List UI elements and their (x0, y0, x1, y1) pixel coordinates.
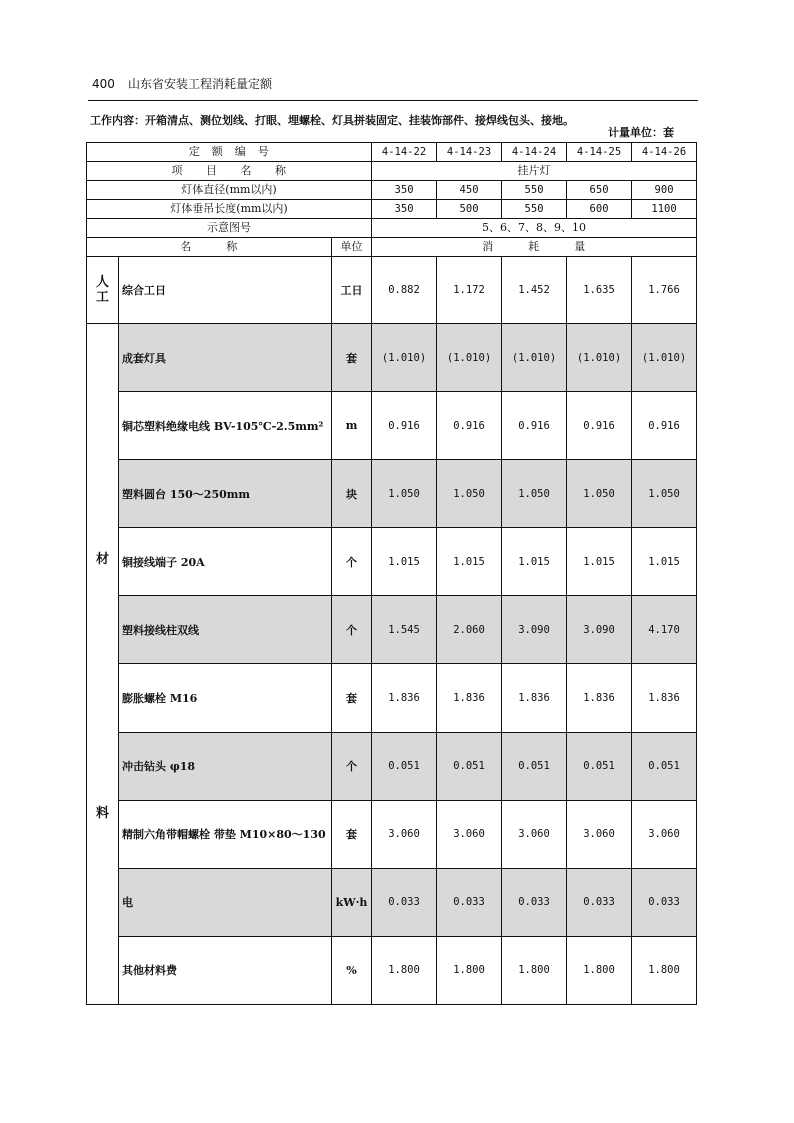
value-cell: 1.015 (632, 528, 697, 596)
row-name: 塑料圆台 150～250mm (119, 460, 332, 528)
row-name: 其他材料费 (119, 936, 332, 1004)
row-unit: kW·h (332, 868, 372, 936)
value-cell: 0.916 (372, 392, 437, 460)
value-cell: 1.015 (372, 528, 437, 596)
value-cell: 3.090 (567, 596, 632, 664)
length-cell: 600 (567, 200, 632, 219)
category-labor-label: 人 工 (95, 275, 109, 305)
material-row (87, 936, 697, 1004)
value-cell: 0.916 (567, 392, 632, 460)
value-cell: 3.060 (502, 800, 567, 868)
item-name-label: 项 目 名 称 (87, 162, 372, 181)
book-title: 山东省安装工程消耗量定额 (128, 77, 273, 91)
diameter-cell: 350 (372, 181, 437, 200)
value-cell: 0.033 (372, 868, 437, 936)
row-name: 成套灯具 (119, 324, 332, 392)
value-cell: 3.060 (372, 800, 437, 868)
value-cell: 2.060 (437, 596, 502, 664)
page-number: 400 (92, 77, 115, 91)
value-cell: (1.010) (502, 324, 567, 392)
row-name: 精制六角带帽螺栓 带垫 M10×80～130 (119, 800, 332, 868)
value-cell: 1.015 (567, 528, 632, 596)
category-labor (87, 257, 119, 324)
value-cell: 1.635 (567, 257, 632, 324)
length-cell: 1100 (632, 200, 697, 219)
value-cell: 0.882 (372, 257, 437, 324)
quota-code-cell: 4-14-25 (567, 143, 632, 162)
value-cell: 1.800 (632, 936, 697, 1004)
column-header-row (87, 238, 697, 257)
value-cell: 0.051 (632, 732, 697, 800)
quota-table (86, 142, 697, 1005)
quota-code-cell: 4-14-26 (632, 143, 697, 162)
labor-row (87, 257, 697, 324)
value-cell: 1.050 (502, 460, 567, 528)
row-unit: 个 (332, 528, 372, 596)
value-cell: 1.015 (502, 528, 567, 596)
row-unit: 套 (332, 664, 372, 732)
row-unit: 套 (332, 324, 372, 392)
value-cell: 0.916 (632, 392, 697, 460)
value-cell: (1.010) (437, 324, 502, 392)
measurement-unit-note: 计量单位：套 (608, 126, 674, 139)
value-cell: 0.916 (437, 392, 502, 460)
value-cell: 0.051 (502, 732, 567, 800)
value-cell: 0.033 (632, 868, 697, 936)
material-row (87, 800, 697, 868)
value-cell: (1.010) (567, 324, 632, 392)
row-unit: 套 (332, 800, 372, 868)
diameter-cell: 450 (437, 181, 502, 200)
work-content-label: 工作内容： (90, 114, 145, 127)
material-row (87, 664, 697, 732)
value-cell: 1.545 (372, 596, 437, 664)
diameter-cell: 550 (502, 181, 567, 200)
value-cell: 0.033 (437, 868, 502, 936)
row-name: 铜芯塑料绝缘电线 BV-105℃-2.5mm² (119, 392, 332, 460)
column-consumption-header: 消 耗 量 (372, 238, 697, 257)
value-cell: 1.800 (567, 936, 632, 1004)
row-name: 综合工日 (119, 257, 332, 324)
value-cell: (1.010) (372, 324, 437, 392)
value-cell: 0.051 (437, 732, 502, 800)
quota-code-row (87, 143, 697, 162)
row-name: 膨胀螺栓 M16 (119, 664, 332, 732)
value-cell: (1.010) (632, 324, 697, 392)
value-cell: 1.836 (437, 664, 502, 732)
diameter-label: 灯体直径(mm以内) (87, 181, 372, 200)
value-cell: 1.800 (372, 936, 437, 1004)
column-unit-header: 单位 (332, 238, 372, 257)
row-unit: % (332, 936, 372, 1004)
value-cell: 1.766 (632, 257, 697, 324)
length-cell: 550 (502, 200, 567, 219)
category-material (87, 324, 119, 1005)
length-row (87, 200, 697, 219)
value-cell: 1.050 (372, 460, 437, 528)
length-cell: 500 (437, 200, 502, 219)
value-cell: 1.800 (437, 936, 502, 1004)
value-cell: 1.172 (437, 257, 502, 324)
material-row (87, 324, 697, 392)
diameter-cell: 900 (632, 181, 697, 200)
value-cell: 3.060 (567, 800, 632, 868)
work-content-text: 开箱清点、测位划线、打眼、埋螺栓、灯具拼装固定、挂装饰部件、接焊线包头、接地。 (145, 114, 574, 127)
value-cell: 0.051 (372, 732, 437, 800)
value-cell: 1.836 (502, 664, 567, 732)
value-cell: 0.033 (502, 868, 567, 936)
value-cell: 0.051 (567, 732, 632, 800)
item-name-row (87, 162, 697, 181)
value-cell: 1.836 (632, 664, 697, 732)
material-row (87, 868, 697, 936)
work-content (90, 114, 620, 128)
category-material-char: 料 (95, 806, 109, 821)
value-cell: 1.050 (437, 460, 502, 528)
item-name-value: 挂片灯 (372, 162, 697, 181)
value-cell: 3.060 (437, 800, 502, 868)
value-cell: 1.050 (567, 460, 632, 528)
quota-code-cell: 4-14-24 (502, 143, 567, 162)
value-cell: 3.060 (632, 800, 697, 868)
row-name: 塑料接线柱双线 (119, 596, 332, 664)
diameter-row (87, 181, 697, 200)
row-unit: m (332, 392, 372, 460)
material-row (87, 528, 697, 596)
quota-code-cell: 4-14-22 (372, 143, 437, 162)
value-cell: 1.800 (502, 936, 567, 1004)
row-name: 冲击钻头 φ18 (119, 732, 332, 800)
quota-code-label: 定 额 编 号 (87, 143, 372, 162)
value-cell: 1.015 (437, 528, 502, 596)
quota-code-cell: 4-14-23 (437, 143, 502, 162)
value-cell: 3.090 (502, 596, 567, 664)
row-name: 铜接线端子 20A (119, 528, 332, 596)
diagram-value: 5、6、7、8、9、10 (372, 219, 697, 238)
material-row (87, 392, 697, 460)
row-unit: 工日 (332, 257, 372, 324)
value-cell: 1.836 (567, 664, 632, 732)
category-material-char: 材 (95, 552, 109, 567)
value-cell: 0.916 (502, 392, 567, 460)
diameter-cell: 650 (567, 181, 632, 200)
value-cell: 1.452 (502, 257, 567, 324)
value-cell: 1.836 (372, 664, 437, 732)
row-unit: 个 (332, 596, 372, 664)
diagram-row (87, 219, 697, 238)
value-cell: 4.170 (632, 596, 697, 664)
row-unit: 个 (332, 732, 372, 800)
material-row (87, 460, 697, 528)
value-cell: 0.033 (567, 868, 632, 936)
row-unit: 块 (332, 460, 372, 528)
column-name-header: 名 称 (87, 238, 332, 257)
length-label: 灯体垂吊长度(mm以内) (87, 200, 372, 219)
page-header (88, 74, 698, 101)
material-row (87, 596, 697, 664)
row-name: 电 (119, 868, 332, 936)
material-row (87, 732, 697, 800)
diagram-label: 示意图号 (87, 219, 372, 238)
length-cell: 350 (372, 200, 437, 219)
value-cell: 1.050 (632, 460, 697, 528)
